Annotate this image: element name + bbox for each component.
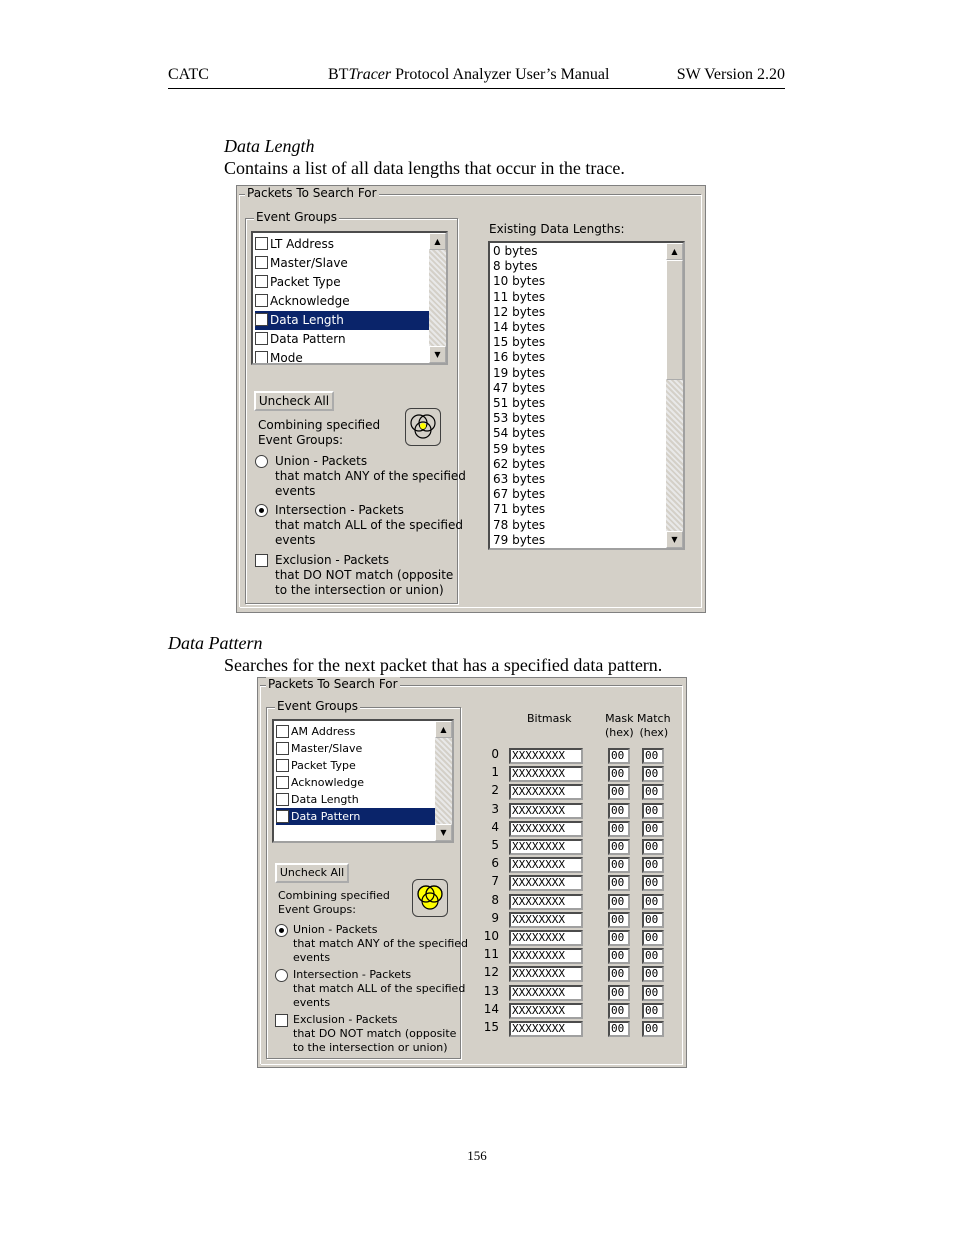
event-group-item[interactable] xyxy=(255,311,431,330)
event-group-checkbox[interactable] xyxy=(276,810,289,823)
venn-diagram-icon xyxy=(405,408,441,446)
exclusion-checkbox[interactable] xyxy=(275,1014,288,1027)
pattern-row-number: 9 xyxy=(491,910,499,925)
event-group-checkbox[interactable] xyxy=(276,725,289,738)
union-radio[interactable] xyxy=(275,924,288,937)
match-hex-field[interactable]: 00 xyxy=(642,1021,664,1037)
mask-hex-field[interactable]: 00 xyxy=(608,966,630,982)
data-length-item[interactable]: 53 bytes xyxy=(493,411,546,426)
event-group-label: Mode xyxy=(270,351,303,365)
pattern-row-number: 8 xyxy=(491,892,499,907)
match-hex-field[interactable]: 00 xyxy=(642,966,664,982)
match-hex-field[interactable]: 00 xyxy=(642,748,664,764)
header-center: BTTracer Protocol Analyzer User’s Manual xyxy=(328,66,610,83)
event-groups-title: Event Groups xyxy=(277,699,358,713)
data-length-item[interactable]: 12 bytes xyxy=(493,304,546,319)
bitmask-field[interactable]: XXXXXXXX xyxy=(509,985,583,1001)
event-group-label: Master/Slave xyxy=(291,742,363,755)
data-length-item[interactable]: 71 bytes xyxy=(493,502,546,517)
event-group-checkbox[interactable] xyxy=(255,313,268,326)
union-radio[interactable] xyxy=(255,455,268,468)
intersection-option-label: Intersection - Packets that match ALL of the specified events xyxy=(275,503,463,547)
data-pattern-dialog xyxy=(257,677,687,1068)
match-hex-field[interactable]: 00 xyxy=(642,784,664,800)
bitmask-field[interactable]: XXXXXXXX xyxy=(509,1003,583,1019)
event-group-label: Packet Type xyxy=(270,275,341,289)
event-group-checkbox[interactable] xyxy=(255,275,268,288)
data-length-item[interactable]: 67 bytes xyxy=(493,487,546,502)
event-group-checkbox[interactable] xyxy=(276,793,289,806)
combining-label: Combining specified Event Groups: xyxy=(258,418,381,447)
event-group-item[interactable] xyxy=(276,774,436,791)
event-group-label: Data Pattern xyxy=(291,810,361,823)
data-length-item[interactable]: 62 bytes xyxy=(493,456,546,471)
mask-hex-field[interactable]: 00 xyxy=(608,784,630,800)
pattern-row-number: 1 xyxy=(491,765,499,780)
bitmask-field[interactable]: XXXXXXXX xyxy=(509,930,583,946)
data-length-item[interactable]: 16 bytes xyxy=(493,350,546,365)
event-group-label: AM Address xyxy=(291,725,356,738)
mask-hex-field[interactable]: 00 xyxy=(608,839,630,855)
data-length-dialog xyxy=(236,185,706,613)
data-length-item[interactable]: 59 bytes xyxy=(493,441,546,456)
match-hex-field[interactable]: 00 xyxy=(642,803,664,819)
scroll-down-arrow-icon[interactable]: ▼ xyxy=(429,346,446,363)
event-group-checkbox[interactable] xyxy=(276,742,289,755)
mask-hex-field[interactable]: 00 xyxy=(608,857,630,873)
existing-data-lengths-label: Existing Data Lengths: xyxy=(489,222,625,236)
bitmask-field[interactable]: XXXXXXXX xyxy=(509,748,583,764)
data-lengths-list[interactable] xyxy=(488,241,685,550)
event-group-checkbox[interactable] xyxy=(255,237,268,250)
scroll-down-arrow-icon[interactable]: ▼ xyxy=(666,531,683,548)
event-groups-list[interactable] xyxy=(272,719,454,843)
event-groups-title: Event Groups xyxy=(256,210,337,224)
data-length-item[interactable]: 19 bytes xyxy=(493,365,546,380)
event-group-label: Acknowledge xyxy=(291,776,365,789)
event-group-item[interactable] xyxy=(276,808,436,825)
pattern-row-number: 6 xyxy=(491,856,499,871)
event-group-item[interactable] xyxy=(255,349,431,365)
event-group-checkbox[interactable] xyxy=(255,256,268,269)
scroll-up-arrow-icon[interactable]: ▲ xyxy=(435,721,452,738)
event-group-label: Master/Slave xyxy=(270,256,348,270)
bitmask-field[interactable]: XXXXXXXX xyxy=(509,966,583,982)
exclusion-checkbox[interactable] xyxy=(255,554,268,567)
union-option-label: Union - Packets that match ANY of the specified events xyxy=(293,923,469,964)
header-right: SW Version 2.20 xyxy=(676,66,785,83)
mask-hex-field[interactable]: 00 xyxy=(608,1021,630,1037)
event-group-item[interactable] xyxy=(276,757,436,774)
event-group-checkbox[interactable] xyxy=(255,332,268,345)
mask-hex-field[interactable]: 00 xyxy=(608,748,630,764)
bitmask-field[interactable]: XXXXXXXX xyxy=(509,839,583,855)
packets-group-title: Packets To Search For xyxy=(247,186,377,200)
event-group-label: Data Length xyxy=(291,793,359,806)
bitmask-field[interactable]: XXXXXXXX xyxy=(509,857,583,873)
data-length-item[interactable]: 51 bytes xyxy=(493,396,546,410)
match-hex-field[interactable]: 00 xyxy=(642,912,664,928)
event-groups-box xyxy=(245,210,466,604)
pattern-row-number: 7 xyxy=(491,874,499,889)
exclusion-option-label: Exclusion - Packets that DO NOT match (opposite to the intersection or union) xyxy=(275,553,454,597)
intersection-radio[interactable] xyxy=(275,969,288,982)
mask-hex-field[interactable]: 00 xyxy=(608,930,630,946)
event-group-checkbox[interactable] xyxy=(255,351,268,364)
page-number: 156 xyxy=(467,1148,487,1163)
bitmask-field[interactable]: XXXXXXXX xyxy=(509,912,583,928)
event-group-item[interactable] xyxy=(255,330,431,349)
match-hex-field[interactable]: 00 xyxy=(642,857,664,873)
match-hex-field[interactable]: 00 xyxy=(642,948,664,964)
bitmask-field[interactable]: XXXXXXXX xyxy=(509,894,583,910)
event-group-item[interactable] xyxy=(255,235,431,254)
mask-hex-field[interactable]: 00 xyxy=(608,766,630,782)
section-title-data-pattern: Data Pattern xyxy=(168,633,263,653)
data-length-item[interactable]: 8 bytes xyxy=(493,259,538,274)
pattern-row-number: 12 xyxy=(483,965,499,980)
intersection-radio[interactable] xyxy=(255,504,268,517)
pattern-row-number: 11 xyxy=(483,947,499,962)
scroll-down-arrow-icon[interactable]: ▼ xyxy=(435,824,452,841)
mask-header: Mask (hex) xyxy=(605,712,634,739)
event-group-label: Data Pattern xyxy=(270,332,346,346)
pattern-row-number: 15 xyxy=(483,1020,499,1034)
data-length-item[interactable]: 11 bytes xyxy=(493,289,546,304)
mask-hex-field[interactable]: 00 xyxy=(608,948,630,964)
scroll-up-arrow-icon[interactable]: ▲ xyxy=(666,243,683,260)
bitmask-field[interactable]: XXXXXXXX xyxy=(509,1021,583,1037)
data-length-item[interactable]: 79 bytes xyxy=(493,532,546,547)
data-length-item[interactable]: 78 bytes xyxy=(493,517,546,532)
section-text-data-pattern: Searches for the next packet that has a specified data pattern. xyxy=(224,655,663,675)
event-group-item[interactable] xyxy=(255,254,431,273)
data-length-item[interactable]: 0 bytes xyxy=(493,244,538,258)
event-group-item[interactable] xyxy=(255,292,431,311)
uncheck-all-button[interactable]: Uncheck All xyxy=(254,391,334,411)
match-hex-field[interactable]: 00 xyxy=(642,839,664,855)
event-group-label: Data Length xyxy=(270,313,344,327)
packets-group-title: Packets To Search For xyxy=(268,677,398,691)
mask-hex-field[interactable]: 00 xyxy=(608,912,630,928)
intersection-option-label: Intersection - Packets that match ALL of the specified events xyxy=(293,968,466,1009)
section-text-data-length: Contains a list of all data lengths that occur in the trace. xyxy=(224,158,625,178)
pattern-row-number: 10 xyxy=(483,929,499,943)
scroll-up-arrow-icon[interactable]: ▲ xyxy=(429,233,446,250)
event-group-item[interactable] xyxy=(276,723,436,740)
pattern-row-number: 3 xyxy=(491,801,499,816)
match-hex-field[interactable]: 00 xyxy=(642,894,664,910)
data-length-item[interactable]: 54 bytes xyxy=(493,426,546,441)
combining-label: Combining specified Event Groups: xyxy=(278,889,390,916)
event-group-checkbox[interactable] xyxy=(276,776,289,789)
pattern-row-number: 2 xyxy=(491,783,499,798)
data-length-item[interactable]: 47 bytes xyxy=(493,380,546,395)
event-group-item[interactable] xyxy=(276,740,436,757)
mask-hex-field[interactable]: 00 xyxy=(608,985,630,1001)
mask-hex-field[interactable]: 00 xyxy=(608,1003,630,1019)
event-group-item[interactable] xyxy=(255,273,431,292)
union-option-label: Union - Packets that match ANY of the specified events xyxy=(275,454,466,498)
bitmask-header: Bitmask xyxy=(527,712,572,725)
page-header xyxy=(168,66,785,89)
mask-hex-field[interactable]: 00 xyxy=(608,821,630,837)
pattern-row-number: 4 xyxy=(491,819,499,834)
venn-diagram-icon xyxy=(412,879,448,917)
match-hex-field[interactable]: 00 xyxy=(642,985,664,1001)
event-groups-box xyxy=(266,699,469,1059)
event-group-item[interactable] xyxy=(276,791,436,808)
header-left: CATC xyxy=(168,66,209,83)
uncheck-all-button[interactable]: Uncheck All xyxy=(275,863,349,883)
event-group-checkbox[interactable] xyxy=(276,759,289,772)
event-group-label: LT Address xyxy=(270,237,334,251)
mask-hex-field[interactable]: 00 xyxy=(608,894,630,910)
bitmask-field[interactable]: XXXXXXXX xyxy=(509,821,583,837)
data-length-item[interactable]: 14 bytes xyxy=(493,320,546,334)
bitmask-field[interactable]: XXXXXXXX xyxy=(509,784,583,800)
match-hex-field[interactable]: 00 xyxy=(642,930,664,946)
match-hex-field[interactable]: 00 xyxy=(642,875,664,891)
pattern-row-number: 0 xyxy=(491,747,499,761)
section-title-data-length: Data Length xyxy=(224,136,315,156)
match-header: Match (hex) xyxy=(637,712,671,739)
exclusion-option-label: Exclusion - Packets that DO NOT match (opposite to the intersection or union) xyxy=(293,1013,457,1054)
bitmask-field[interactable]: XXXXXXXX xyxy=(509,803,583,819)
match-hex-field[interactable]: 00 xyxy=(642,821,664,837)
bitmask-field[interactable]: XXXXXXXX xyxy=(509,948,583,964)
mask-hex-field[interactable]: 00 xyxy=(608,875,630,891)
event-group-checkbox[interactable] xyxy=(255,294,268,307)
event-group-label: Packet Type xyxy=(291,759,356,772)
mask-hex-field[interactable]: 00 xyxy=(608,803,630,819)
event-groups-list[interactable] xyxy=(251,231,448,365)
data-length-item[interactable]: 15 bytes xyxy=(493,335,546,350)
data-length-item[interactable]: 63 bytes xyxy=(493,472,546,486)
event-groups-scrollbar[interactable] xyxy=(429,233,446,363)
event-groups-scrollbar[interactable] xyxy=(435,721,452,841)
pattern-row-number: 13 xyxy=(483,983,499,998)
bitmask-field[interactable]: XXXXXXXX xyxy=(509,875,583,891)
pattern-row-number: 5 xyxy=(491,838,499,852)
match-hex-field[interactable]: 00 xyxy=(642,1003,664,1019)
match-hex-field[interactable]: 00 xyxy=(642,766,664,782)
event-group-label: Acknowledge xyxy=(270,294,350,308)
scrollbar-thumb[interactable] xyxy=(666,260,683,380)
pattern-row-number: 14 xyxy=(483,1001,499,1016)
data-lengths-scrollbar[interactable] xyxy=(666,243,683,548)
bitmask-field[interactable]: XXXXXXXX xyxy=(509,766,583,782)
data-length-item[interactable]: 10 bytes xyxy=(493,274,546,289)
